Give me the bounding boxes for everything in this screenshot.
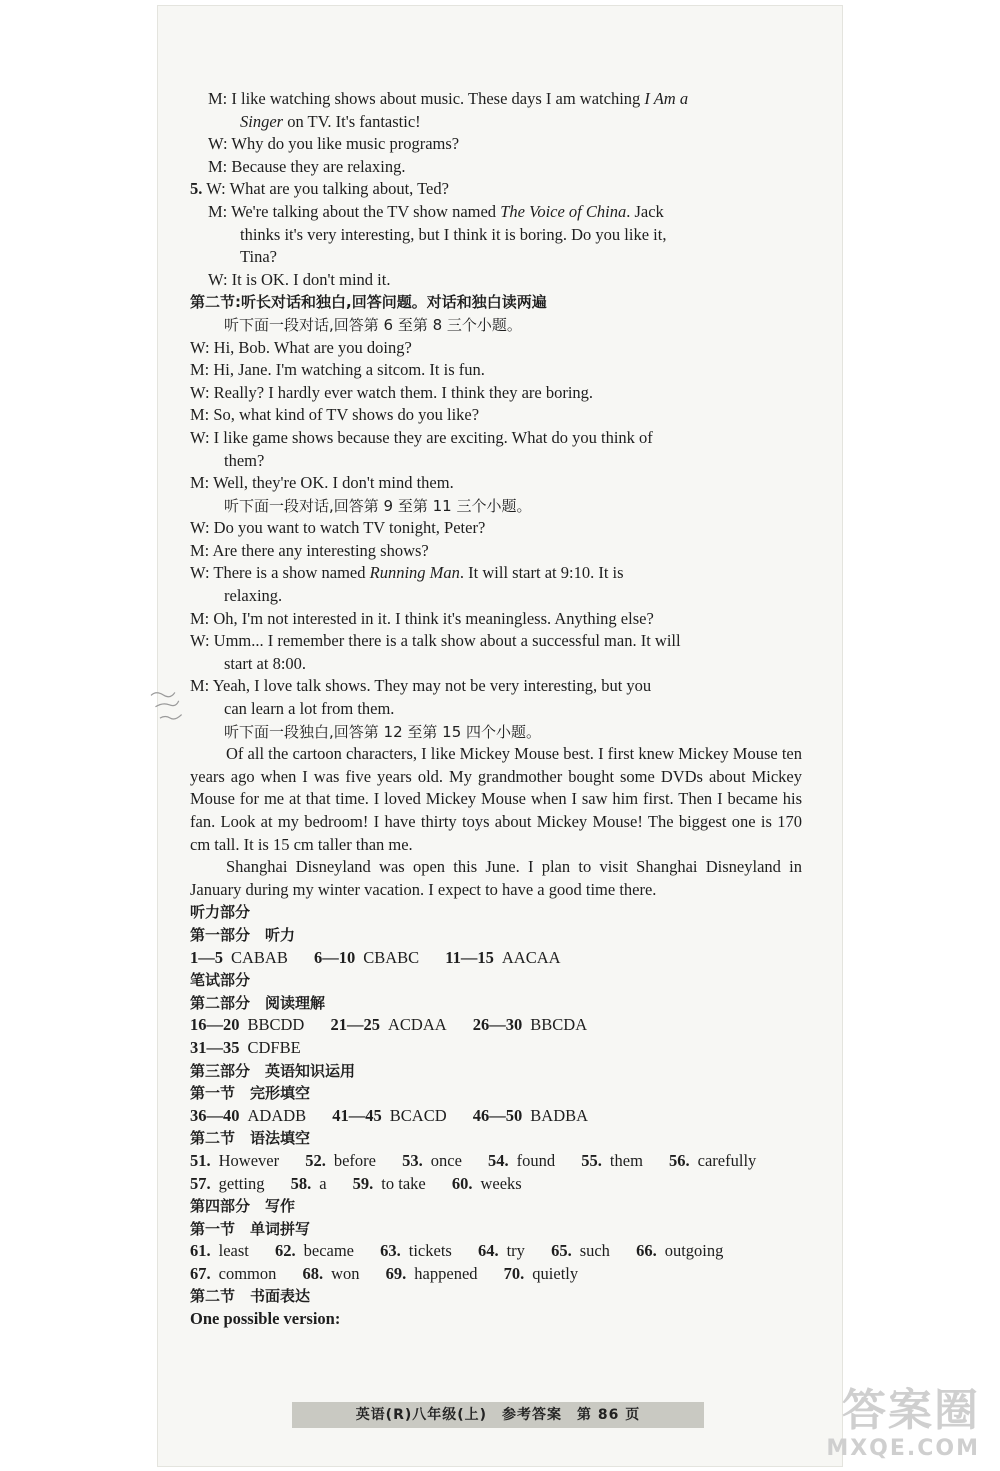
- answer-key: 57.: [190, 1173, 211, 1193]
- dialog-line: M: I like watching shows about music. These days I am watching I Am a: [208, 89, 689, 108]
- possible-version-label: One possible version:: [190, 1309, 341, 1329]
- dialog-line: M: Hi, Jane. I'm watching a sitcom. It is fun.: [190, 360, 485, 380]
- answer-value: tickets: [408, 1241, 452, 1261]
- answer-value: a: [319, 1173, 327, 1193]
- answers-section-1: 第一节 完形填空: [190, 1084, 311, 1103]
- answers-part-2: 第二部分 阅读理解: [190, 993, 326, 1012]
- dialog-line: W: There is a show named Running Man. It will start at 9:10. It is: [190, 563, 624, 583]
- answer-key: 53.: [402, 1150, 423, 1170]
- answer-row: [190, 947, 802, 970]
- answer-row: [190, 1014, 802, 1037]
- dialog-line: Singer on TV. It's fantastic!: [240, 111, 421, 131]
- dialog-line: relaxing.: [224, 586, 283, 606]
- answer-value: try: [506, 1241, 525, 1261]
- dialog-line: them?: [224, 450, 265, 470]
- monologue-paragraph: Shanghai Disneyland was open this June. I plan to visit Shanghai Disneyland in January during my winter vacation. I expect to have a good time there.: [190, 857, 802, 899]
- dialog-line: M: Because they are relaxing.: [208, 156, 406, 176]
- monologue-paragraph: Of all the cartoon characters, I like Mickey Mouse best. I first knew Mickey Mouse ten years ago when I was five years old. My grandmother bought some DVDs about Mickey Mouse for me at that time. I loved Mickey Mouse when I saw him first. Then I became his fan. Look at my bedroom! I have thirty toys about Mickey Mouse! The biggest one is 170 cm tall. It is 15 cm taller than me.: [190, 744, 802, 854]
- answer-key: 63.: [380, 1241, 401, 1261]
- answer-value: quietly: [532, 1263, 579, 1283]
- instruction: 听下面一段对话,回答第 9 至第 11 三个小题。: [224, 496, 532, 515]
- dialog-line: M: Yeah, I love talk shows. They may not be very interesting, but you: [190, 676, 652, 696]
- answer-row: [190, 1150, 802, 1173]
- answer-key: 36—40: [190, 1105, 240, 1125]
- answer-key: 56.: [669, 1150, 690, 1170]
- answer-value: common: [218, 1263, 277, 1283]
- answers-written-title: 笔试部分: [190, 971, 251, 990]
- dialog-line: can learn a lot from them.: [224, 699, 395, 719]
- dialog-line: W: I like game shows because they are exciting. What do you think of: [190, 427, 653, 447]
- question-5: 5. W: What are you talking about, Ted?: [190, 179, 449, 199]
- answer-row: [190, 1105, 802, 1128]
- answer-key: 70.: [503, 1263, 525, 1283]
- answer-key: 62.: [275, 1241, 296, 1261]
- instruction: 听下面一段对话,回答第 6 至第 8 三个小题。: [224, 315, 522, 334]
- answer-value: happened: [414, 1263, 478, 1283]
- answers-section-4: 第二节 书面表达: [190, 1287, 311, 1306]
- dialog-line: start at 8:00.: [224, 653, 307, 673]
- answer-value: BBCDA: [530, 1015, 588, 1035]
- answer-key: 54.: [488, 1150, 509, 1170]
- dialog-line: M: Are there any interesting shows?: [190, 540, 429, 560]
- answer-key: 16—20: [190, 1015, 240, 1035]
- answer-key: 60.: [451, 1173, 473, 1193]
- answer-key: 31—35: [190, 1037, 240, 1057]
- answer-value: CDFBE: [247, 1037, 301, 1057]
- answer-key: 26—30: [472, 1015, 523, 1035]
- answer-key: 66.: [636, 1241, 657, 1261]
- dialog-line: W: Do you want to watch TV tonight, Peter?: [190, 518, 486, 538]
- answer-value: once: [430, 1150, 462, 1170]
- answer-value: outgoing: [664, 1241, 724, 1261]
- answer-value: weeks: [480, 1173, 522, 1193]
- answer-value: ADADB: [247, 1105, 307, 1125]
- page-content: [190, 88, 802, 1331]
- answer-value: them: [609, 1150, 643, 1170]
- dialog-line: M: Well, they're OK. I don't mind them.: [190, 473, 454, 493]
- answers-part-4: 第四部分 写作: [190, 1197, 296, 1216]
- answer-value: getting: [218, 1173, 265, 1193]
- answers-section-2: 第二节 语法填空: [190, 1129, 311, 1148]
- page-footer: 英语(R)八年级(上) 参考答案 第 86 页: [292, 1402, 704, 1428]
- answer-row: [190, 1173, 802, 1196]
- answer-key: 6—10: [313, 947, 356, 967]
- answer-key: 11—15: [445, 947, 494, 967]
- dialog-line: Tina?: [240, 247, 277, 267]
- answers-listening-title: 听力部分: [190, 903, 251, 922]
- dialog-line: M: We're talking about the TV show named The Voice of China. Jack: [208, 201, 664, 221]
- answer-value: ACDAA: [387, 1015, 447, 1035]
- answer-key: 51.: [190, 1150, 211, 1170]
- watermark-logo: [826, 1386, 980, 1461]
- answer-value: carefully: [697, 1150, 757, 1170]
- answer-value: such: [579, 1241, 610, 1261]
- answers-part-1: 第一部分 听力: [190, 925, 296, 944]
- answer-key: 59.: [352, 1173, 374, 1193]
- answer-key: 69.: [385, 1263, 407, 1283]
- answer-value: BBCDD: [247, 1015, 305, 1035]
- dialog-line: M: Oh, I'm not interested in it. I think it's meaningless. Anything else?: [190, 608, 654, 628]
- answers-part-3: 第三部分 英语知识运用: [190, 1061, 356, 1080]
- answer-key: 46—50: [472, 1105, 523, 1125]
- answer-key: 41—45: [332, 1105, 382, 1125]
- answer-value: least: [218, 1241, 249, 1261]
- answer-key: 68.: [302, 1263, 324, 1283]
- answer-key: 58.: [290, 1173, 312, 1193]
- answer-row: [190, 1263, 802, 1286]
- answer-value: became: [303, 1241, 355, 1261]
- instruction: 听下面一段独白,回答第 12 至第 15 四个小题。: [224, 722, 542, 741]
- answer-key: 21—25: [330, 1015, 380, 1035]
- answer-value: before: [333, 1150, 376, 1170]
- section-heading: 第二节:听长对话和独白,回答问题。对话和独白读两遍: [190, 293, 547, 312]
- dialog-line: W: It is OK. I don't mind it.: [208, 269, 391, 289]
- answer-key: 64.: [477, 1241, 499, 1261]
- watermark-url: MXQE.COM: [826, 1436, 980, 1461]
- answer-value: CABAB: [231, 947, 288, 967]
- answer-value: to take: [381, 1173, 426, 1193]
- dialog-line: W: Really? I hardly ever watch them. I think they are boring.: [190, 382, 594, 402]
- answer-key: 61.: [190, 1241, 211, 1261]
- answer-value: However: [218, 1150, 280, 1170]
- answer-row: [190, 1240, 802, 1263]
- answer-key: 55.: [581, 1150, 602, 1170]
- answer-key: 65.: [551, 1241, 572, 1261]
- answer-key: 52.: [305, 1150, 326, 1170]
- answer-value: AACAA: [501, 947, 561, 967]
- dialog-line: W: Umm... I remember there is a talk show about a successful man. It will: [190, 631, 681, 651]
- answer-value: won: [331, 1263, 360, 1283]
- dialog-line: W: Why do you like music programs?: [208, 134, 460, 154]
- answer-row: [190, 1037, 802, 1060]
- answer-value: CBABC: [363, 947, 420, 967]
- answer-key: 1—5: [190, 947, 223, 967]
- answer-value: BCACD: [389, 1105, 447, 1125]
- dialog-line: W: Hi, Bob. What are you doing?: [190, 337, 412, 357]
- dialog-line: M: So, what kind of TV shows do you like?: [190, 405, 480, 425]
- watermark-text: 答案圈: [842, 1385, 980, 1436]
- dialog-line: thinks it's very interesting, but I think it is boring. Do you like it,: [240, 224, 667, 244]
- answer-key: 67.: [190, 1263, 211, 1283]
- answers-section-3: 第一节 单词拼写: [190, 1219, 311, 1238]
- answer-value: found: [516, 1150, 556, 1170]
- answer-value: BADBA: [530, 1105, 589, 1125]
